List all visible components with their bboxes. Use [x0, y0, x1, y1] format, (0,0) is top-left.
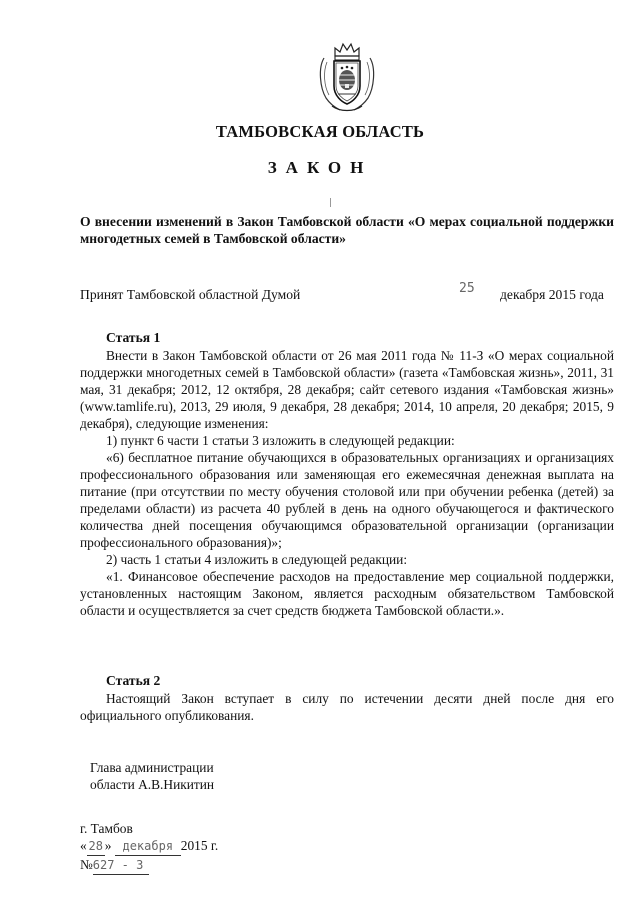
article-2-title: Статья 2 [106, 673, 161, 688]
footer-quote-open: « [80, 838, 87, 853]
scan-mark [330, 198, 331, 207]
article-1-title: Статья 1 [106, 330, 161, 345]
coat-of-arms-icon [318, 40, 376, 114]
adoption-date: декабря 2015 года [500, 287, 604, 302]
signature-name: области А.В.Никитин [90, 777, 215, 792]
document-type: ЗАКОН [267, 158, 373, 177]
adoption-day-stamp: 25 [459, 281, 475, 296]
footer-city: г. Тамбов [80, 821, 133, 836]
article-1-body [80, 347, 614, 619]
signature-block [90, 759, 214, 793]
signature-position: Глава администрации [90, 760, 214, 775]
footer-block [80, 820, 218, 875]
footer-date [80, 837, 218, 856]
article-2-text: Настоящий Закон вступает в силу по истечении десяти дней после дня его официального опубликования. [80, 691, 614, 723]
article-1-item-1: 1) пункт 6 части 1 статьи 3 изложить в следующей редакции: [106, 433, 455, 448]
footer-number [80, 856, 218, 875]
footer-number-prefix: № [80, 857, 93, 872]
region-title: ТАМБОВСКАЯ ОБЛАСТЬ [215, 122, 425, 141]
footer-number-value: 627 - З [93, 857, 149, 875]
footer-month: декабря [115, 838, 181, 856]
footer-year: 2015 г. [180, 838, 219, 853]
adoption-text: Принят Тамбовской областной Думой [80, 287, 301, 302]
law-subject: О внесении изменений в Закон Тамбовской области «О мерах социальной поддержки многодетных семей в Тамбовской области» [80, 214, 614, 246]
article-2-body [80, 690, 614, 724]
article-1-intro: Внести в Закон Тамбовской области от 26 мая 2011 года № 11-З «О мерах социальной поддержки многодетных семей в Тамбовской области» (газета «Тамбовская жизнь», 2011, 31 мая, 31 декабря; 2012, 12 октября, 28 декабря; сайт сетевого издания «Тамбовская жизнь» (www.tamlife.ru), 2013, 29 июля, 9 декабря, 28 декабря; 2014, 10 апреля, 20 декабря; 2015, 9 декабря), следующие изменения: [80, 348, 614, 431]
footer-quote-close: » [104, 838, 112, 853]
article-1-item-2: 2) часть 1 статьи 4 изложить в следующей редакции: [106, 552, 408, 567]
article-1-item-2-text: «1. Финансовое обеспечение расходов на предоставление мер социальной поддержки, установленных настоящим Законом, является расходным обязательством Тамбовской области и осуществляется за счет средств бюджета Тамбовской области.». [80, 569, 614, 618]
footer-day: 28 [87, 838, 105, 856]
article-1-item-1-text: «6) бесплатное питание обучающихся в образовательных организациях и организациях профессионального образования или заменяющая его ежемесячная денежная выплата на питание (при отсутствии по месту обучения столовой или при обучении ребенка (детей) за пределами области) из расчета 40 рублей в день на одного обучающегося и фактического количества дней посещения обучающимся образовательной организации (организации профессионального образования)»; [80, 450, 614, 550]
